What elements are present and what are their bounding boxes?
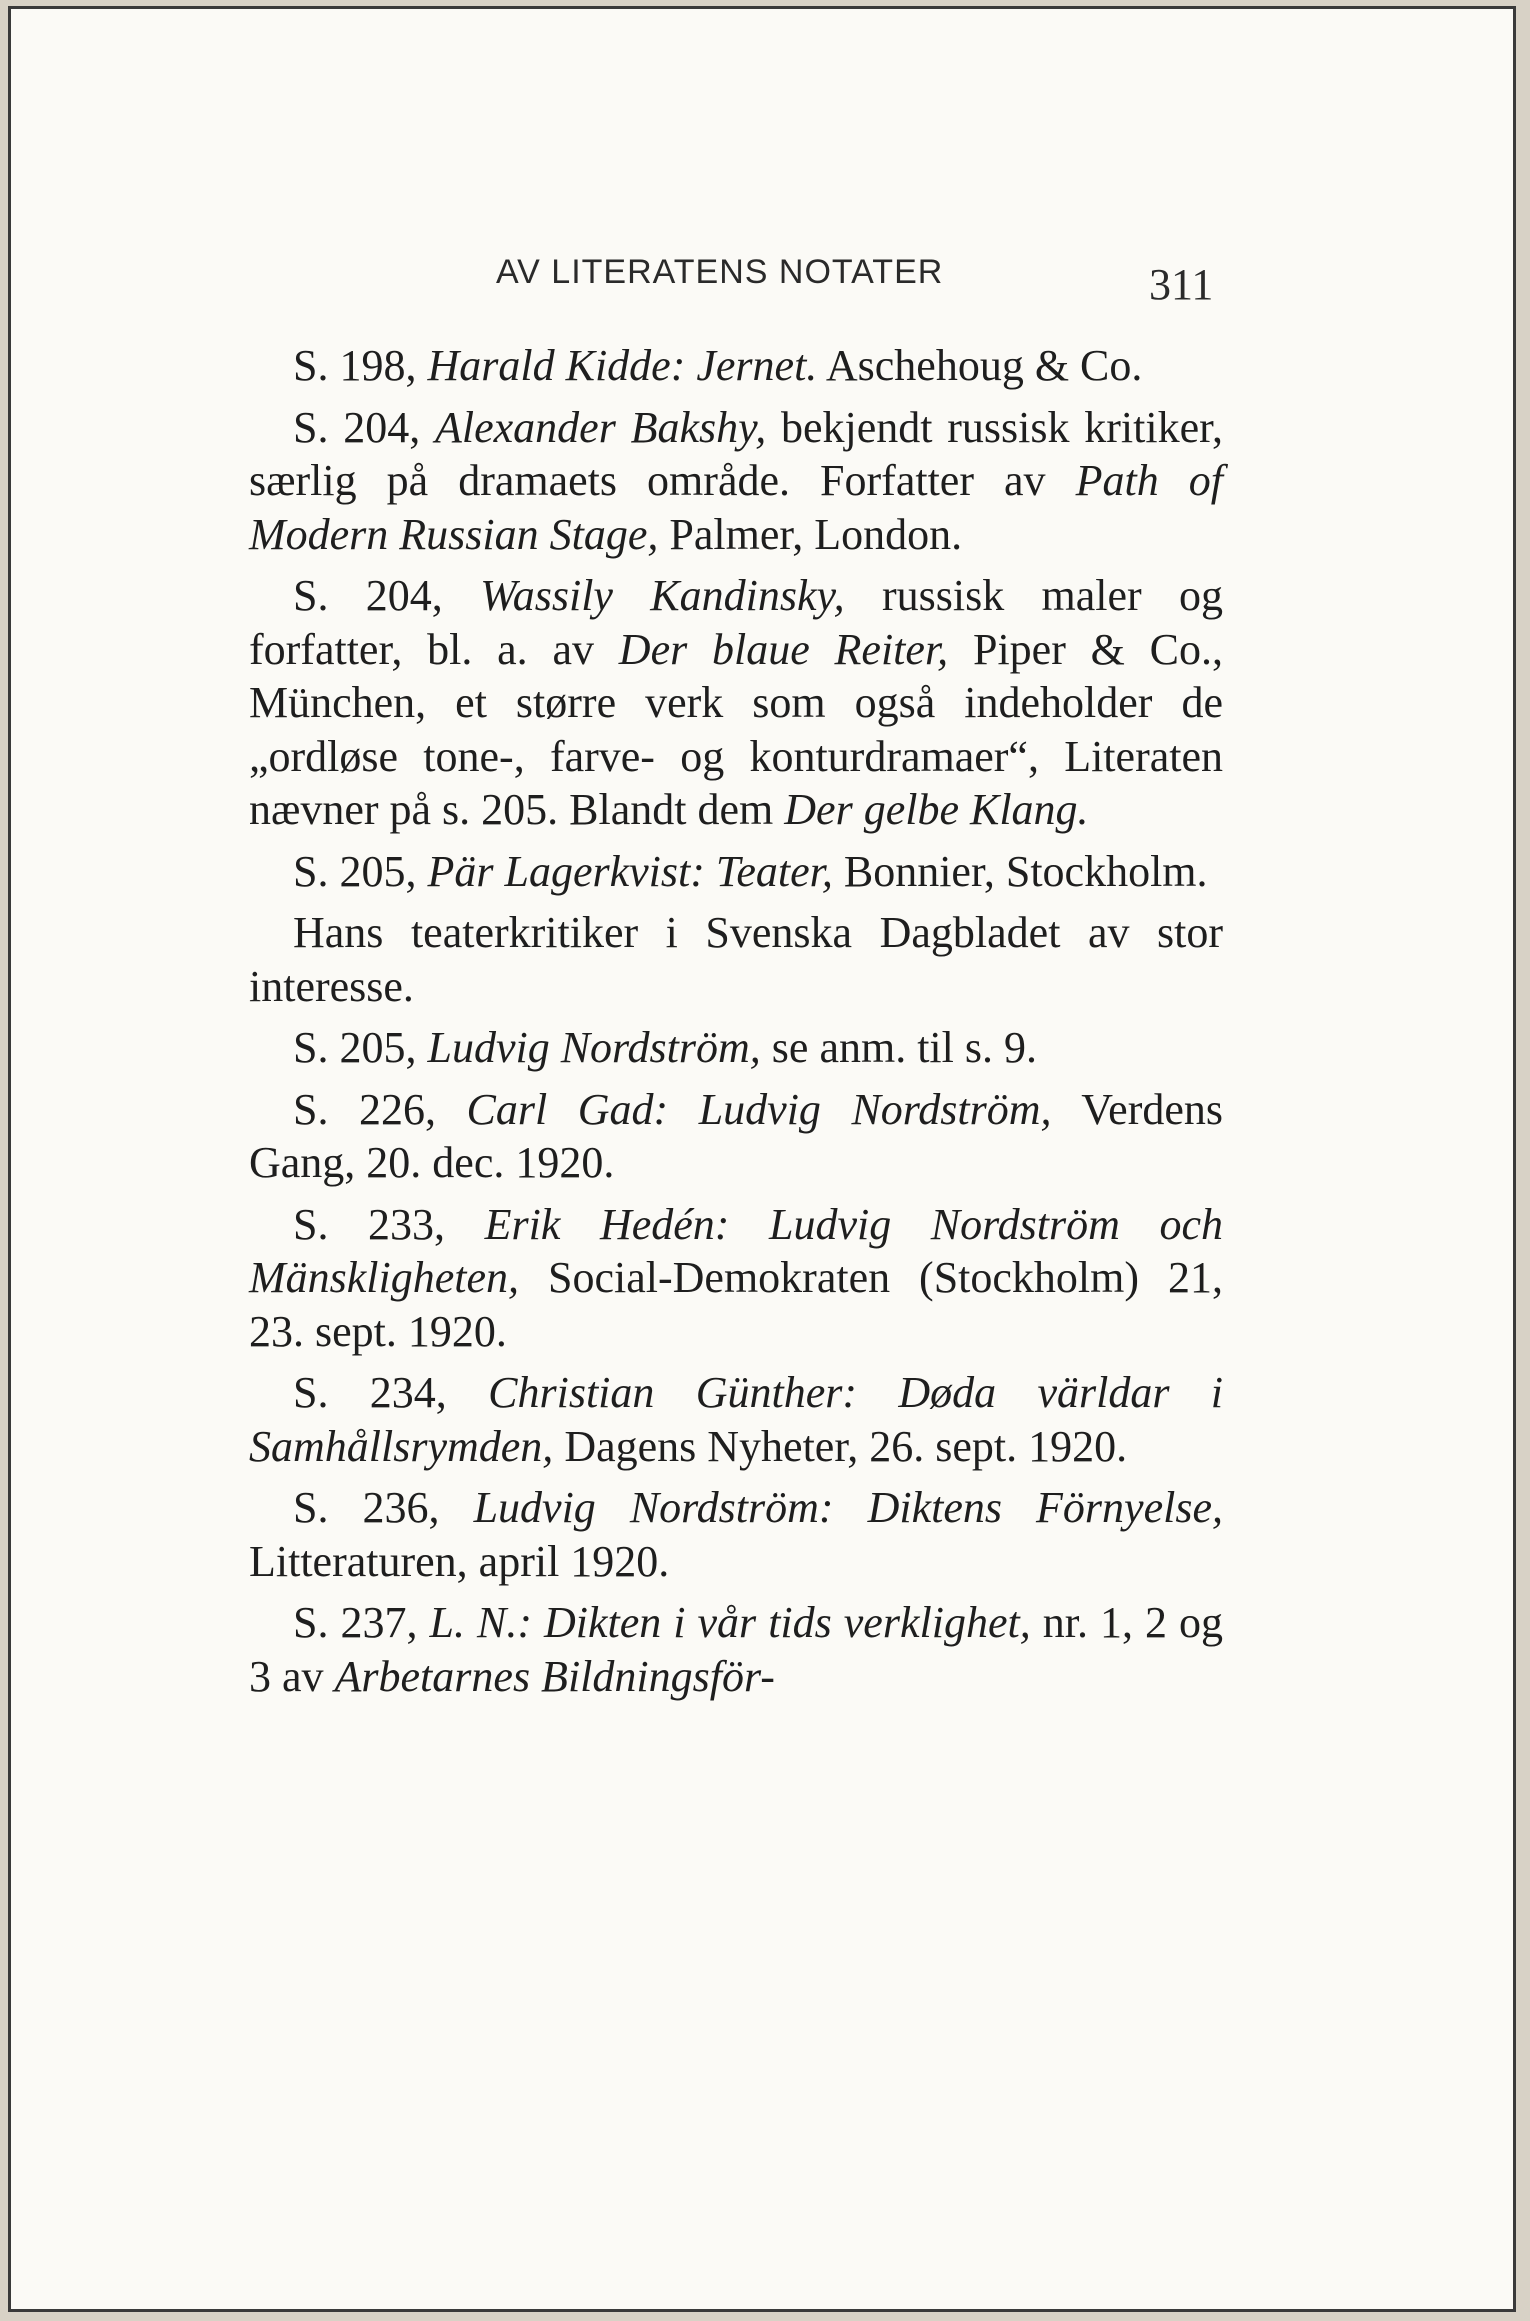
entry-text: S. 198, — [293, 341, 428, 390]
entry-text: S. 205, — [293, 1023, 428, 1072]
italic-title: Carl Gad: Ludvig Nordström, — [466, 1084, 1052, 1134]
entry-text: russisk maler og forfatter, bl. a. av — [249, 571, 1224, 674]
entry-text: nr. 1, 2 og 3 av — [249, 1598, 1223, 1701]
entry-text: Palmer, London. — [658, 509, 963, 559]
note-entry — [249, 1596, 1223, 1703]
entry-text: S. 234, — [293, 1368, 489, 1417]
italic-title: Alexander Bakshy, — [435, 402, 767, 452]
italic-title: Wassily Kandinsky, — [480, 571, 845, 620]
italic-title: Ludvig Nordström: Diktens Förnyelse, — [473, 1483, 1223, 1532]
body-text — [249, 339, 1223, 1711]
entry-text: S. 205, — [293, 846, 428, 896]
note-entry — [249, 1366, 1223, 1473]
italic-title: Erik Hedén: Ludvig Nordström och Mänskligheten, — [249, 1199, 1223, 1302]
entry-text: Social-Demokraten (Stockholm) 21, 23. sept. 1920. — [249, 1253, 1223, 1356]
note-entry — [249, 1198, 1223, 1359]
entry-text: Piper & Co., München, et større verk som også indeholder de „ordløse tone-, farve- og konturdramaer“, Literaten nævner på s. 205. Blandt dem — [249, 624, 1224, 834]
page-number: 311 — [1149, 260, 1214, 309]
italic-title: Ludvig Nordström, — [427, 1023, 761, 1072]
entry-text: S. 233, — [293, 1199, 485, 1249]
note-entry — [249, 1021, 1223, 1075]
entry-text: S. 237, — [293, 1598, 430, 1647]
italic-title: Der gelbe Klang. — [784, 785, 1089, 834]
entry-text: Dagens Nyheter, 26. sept. 1920. — [553, 1421, 1128, 1471]
entry-text: Bonnier, Stockholm. — [832, 846, 1208, 896]
italic-title: Der blaue Reiter, — [618, 624, 949, 674]
entry-text: Aschehoug & Co. — [817, 341, 1143, 390]
entry-text: S. 204, — [293, 402, 435, 452]
entry-text: se anm. til s. 9. — [760, 1023, 1037, 1072]
note-entry — [249, 569, 1223, 837]
note-entry — [249, 906, 1223, 1013]
italic-title: Harald Kidde: Jernet. — [427, 341, 818, 390]
note-entry — [249, 1481, 1223, 1588]
entry-text: S. 204, — [293, 571, 481, 620]
entry-text: Litteraturen, april 1920. — [249, 1536, 670, 1586]
italic-title: Christian Günther: Døda världar i Samhållsrymden, — [249, 1368, 1223, 1471]
entry-text: bekjendt russisk kritiker, særlig på dramaets område. Forfatter av — [249, 402, 1224, 505]
italic-title: Pär Lagerkvist: Teater, — [427, 846, 833, 896]
italic-title: L. N.: Dikten i vår tids verklighet, — [429, 1598, 1031, 1647]
entry-text: Hans teaterkritiker i Svenska Dagbladet av stor interesse. — [249, 908, 1223, 1011]
italic-title: Arbetarnes Bildningsför- — [334, 1651, 775, 1701]
entry-text: S. 226, — [293, 1084, 467, 1134]
italic-title: Path of Modern Russian Stage, — [249, 456, 1223, 559]
note-entry — [249, 339, 1223, 393]
book-page — [8, 6, 1516, 2312]
note-entry — [249, 1083, 1223, 1190]
note-entry — [249, 401, 1223, 562]
running-title: AV LITERATENS NOTATER — [496, 253, 944, 291]
note-entry — [249, 845, 1223, 899]
entry-text: Verdens Gang, 20. dec. 1920. — [249, 1084, 1224, 1187]
entry-text: S. 236, — [293, 1483, 474, 1532]
